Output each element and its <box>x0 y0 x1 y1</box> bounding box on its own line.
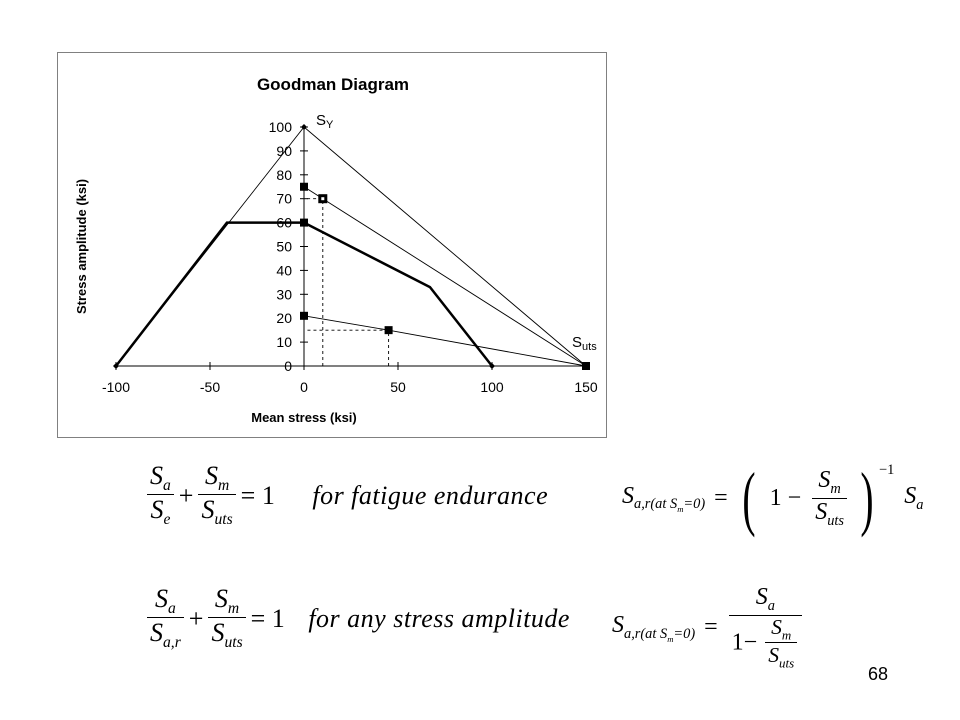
y-tick-label: 0 <box>284 358 292 374</box>
goodman-chart <box>58 53 608 439</box>
y-tick-label: 90 <box>276 142 292 159</box>
marker-square-center <box>321 197 324 200</box>
slide-number: 68 <box>868 664 889 684</box>
series-line-dashed <box>304 330 389 366</box>
y-axis-label: Stress amplitude (ksi) <box>74 178 89 315</box>
y-tick-label: 10 <box>276 334 292 351</box>
text-for-any-stress-amplitude: for any stress amplitude <box>308 603 570 633</box>
chart-frame <box>57 52 607 438</box>
marker-square <box>385 326 393 334</box>
text-for-fatigue-endurance: for fatigue endurance <box>312 480 549 510</box>
fraction-sm-suts: $\frac{S_m}{S_{uts}}$ <box>198 462 235 529</box>
equation-any-stress-amplitude: $\frac{S_a}{S_{a,r}}$ + $\frac{S_m}{S_{uts}}$ = 1 for any stress amplitude <box>145 585 570 652</box>
x-axis-label: Mean stress (ksi) <box>251 410 357 425</box>
y-tick-label: 50 <box>276 238 292 255</box>
equation-fatigue-endurance: $\frac{S_a}{S_e}$ + $\frac{S_m}{S_{uts}}$ = 1 for fatigue endurance <box>145 462 548 529</box>
fraction-sa-se: $\frac{S_a}{S_e}$ <box>147 462 174 529</box>
x-tick-label: -50 <box>199 379 221 395</box>
fraction-sa-sar: $\frac{S_a}{S_{a,r}}$ <box>147 585 184 652</box>
x-tick-label: 50 <box>390 379 406 395</box>
y-tick-label: 60 <box>276 214 292 231</box>
marker-square <box>300 312 308 320</box>
y-tick-label: 20 <box>276 310 292 327</box>
y-tick-label: 40 <box>276 262 292 279</box>
marker-square <box>300 219 308 227</box>
x-tick-label: 150 <box>574 379 598 395</box>
annotation-label: $S_{uts}$ <box>572 334 597 353</box>
chart-title: Goodman Diagram <box>256 75 410 94</box>
y-tick-label: 70 <box>276 190 292 207</box>
series-line-thin <box>304 187 586 366</box>
marker-square <box>582 362 590 370</box>
y-tick-label: 100 <box>268 119 292 135</box>
y-tick-label: 80 <box>276 166 292 183</box>
fraction-sm-suts-2: $\frac{S_m}{S_{uts}}$ <box>208 585 245 652</box>
equation-sar-fraction-form: $S_{a,r(at S_m=0)}$ = $S_a$ 1− $\frac{S_m}{S_{uts}}$ <box>612 584 804 671</box>
annotation-label: $S_Y$ <box>316 112 334 131</box>
x-tick-label: 100 <box>480 379 504 395</box>
x-tick-label: -100 <box>101 379 131 395</box>
equation-sar-power-form: $S_{a,r(at S_m=0)}$ = ( 1 − $\frac{S_m}{S_{uts}}$ ) $^{-1}$ $S_a$ <box>622 458 924 539</box>
marker-square <box>300 183 308 191</box>
x-tick-label: 0 <box>300 379 308 395</box>
series-line-thin <box>304 316 586 366</box>
y-tick-label: 30 <box>276 286 292 303</box>
